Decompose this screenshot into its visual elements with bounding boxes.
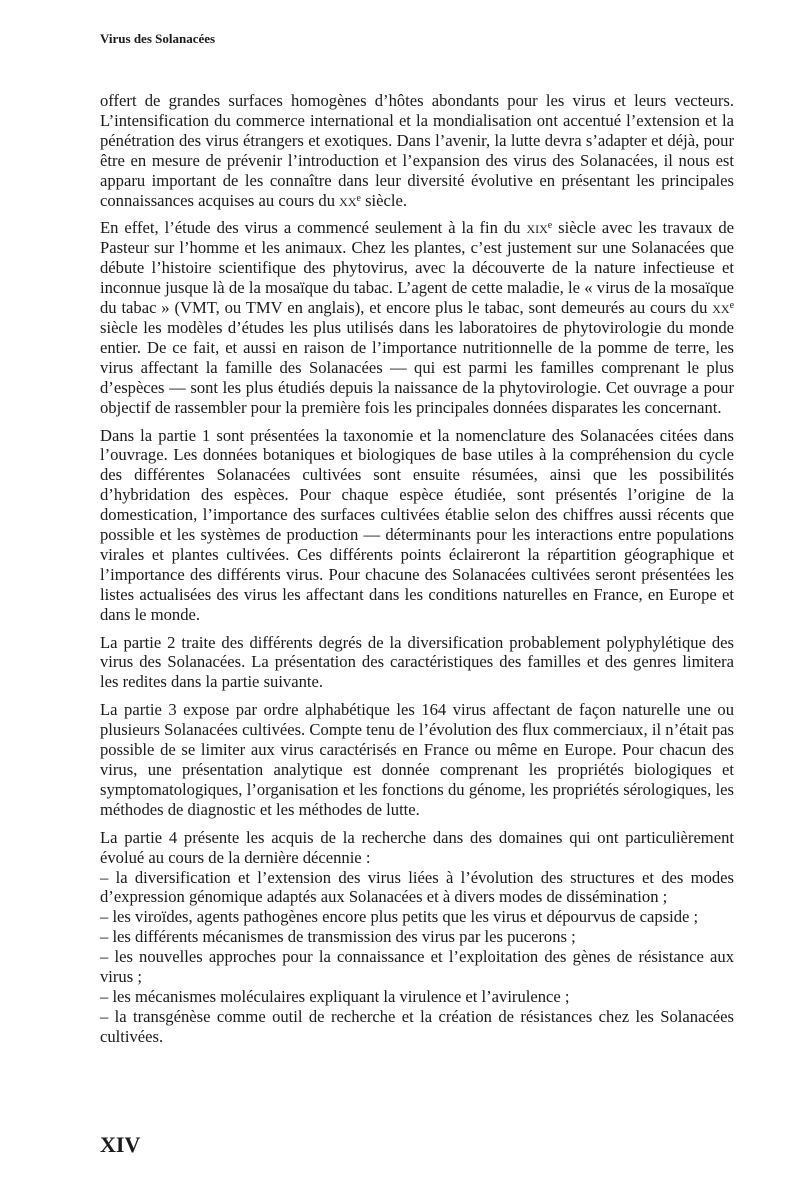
text: En effet, l’étude des virus a commencé seulement à la fin du [100, 218, 527, 238]
running-header: Virus des Solanacées [100, 31, 216, 46]
list-item: – les nouvelles approches pour la connaissance et l’exploitation des gènes de résistance aux virus ; [100, 947, 734, 987]
century: xx [339, 190, 357, 210]
text: siècle avec les travaux de Pasteur sur l’homme et les animaux. Chez les plantes, c’est justement sur une Solanacées que débute l’histoire scientifique des phytovirus, avec la découverte de la nature infectieuse et inconnue jusque là de la mosaïque du tabac. L’agent de cette maladie, le « virus de la mosaïque du tabac » (VMT, ou TMV en anglais), et encore plus le tabac, sont demeurés au cours du [100, 218, 734, 318]
list-item: – les viroïdes, agents pathogènes encore plus petits que les virus et dépourvus de capside ; [100, 907, 699, 927]
superscript: e [729, 300, 734, 312]
text: siècle. [360, 190, 407, 210]
text: offert de grandes surfaces homogènes d’hôtes abondants pour les virus et leurs vecteurs. L’intensification du commerce international et la mondialisation ont accentué l’extension et la pénétration des virus étrangers et exotiques. Dans l’avenir, la lutte devra s’adapter et déjà, pour être en mesure de prévenir l’introduction et l’expansion des virus des Solanacées, il nous est apparu important de les connaître dans leur diversité évolutive en présentant les principales connaissances acquises au cours du [100, 91, 734, 210]
list-item: – la diversification et l’extension des virus liées à l’évolution des structures et des modes d’expression génomique adaptés aux Solanacées et à divers modes de dissémination ; [100, 867, 734, 907]
paragraph-2 [100, 218, 734, 417]
text: siècle les modèles d’études les plus utilisés dans les laboratoires de phytovirologie du monde entier. De ce fait, et aussi en raison de l’importance nutritionnelle de la pomme de terre, les virus affectant la famille des Solanacées — qui est parmi les familles comprenant le plus d’espèces — sont les plus étudiés depuis la naissance de la phytovirologie. Cet ouvrage a pour objectif de rassembler pour la première fois les principales données disparates les concernant. [100, 317, 734, 417]
superscript: e [547, 220, 553, 232]
paragraph-1 [100, 91, 734, 210]
paragraph-4: La partie 2 traite des différents degrés de la diversification probablement polyphylétique des virus des Solanacées. La présentation des caractéristiques des familles et des genres limitera les redites dans la partie suivante. [100, 632, 734, 692]
paragraph-6 [100, 828, 734, 1047]
superscript: e [356, 192, 361, 204]
page-number: XIV [100, 1132, 141, 1157]
list-item: – la transgénèse comme outil de recherche et la création de résistances chez les Solanacées cultivées. [100, 1006, 734, 1046]
century: xx [712, 298, 730, 318]
paragraph-3: Dans la partie 1 sont présentées la taxonomie et la nomenclature des Solanacées citées dans l’ouvrage. Les données botaniques et biologiques de base utiles à la compréhension du cycle des différentes Solanacées cultivées sont ensuite résumées, ainsi que les possibilités d’hybridation des espèces. Pour chaque espèce étudiée, sont présentés l’origine de la domestication, l’importance des surfaces cultivées établie selon des chiffres aussi récents que possible et les systèmes de production — déterminants pour les interactions entre populations virales et plantes cultivées. Ces différents points éclaireront la répartition géographique et l’importance des différents virus. Pour chacune des Solanacées cultivées seront présentées les listes actualisées des virus les affectant dans les conditions naturelles en France, en Europe et dans le monde. [100, 425, 734, 624]
century: xix [526, 218, 548, 238]
list-intro: La partie 4 présente les acquis de la recherche dans des domaines qui ont particulièrement évolué au cours de la dernière décennie : [100, 827, 734, 867]
list-item: – les différents mécanismes de transmission des virus par les pucerons ; [100, 927, 576, 947]
body-text [100, 91, 734, 1055]
paragraph-5: La partie 3 expose par ordre alphabétique les 164 virus affectant de façon naturelle une ou plusieurs Solanacées cultivées. Compte tenu de l’évolution des flux commerciaux, il n’était pas possible de se limiter aux virus caractérisés en France ou même en Europe. Pour chacun des virus, une présentation analytique est donnée comprenant les propriétés biologiques et symptomatologiques, l’organisation et les fonctions du génome, les propriétés sérologiques, les méthodes de diagnostic et les méthodes de lutte. [100, 700, 734, 819]
list-item: – les mécanismes moléculaires expliquant la virulence et l’avirulence ; [100, 986, 570, 1006]
